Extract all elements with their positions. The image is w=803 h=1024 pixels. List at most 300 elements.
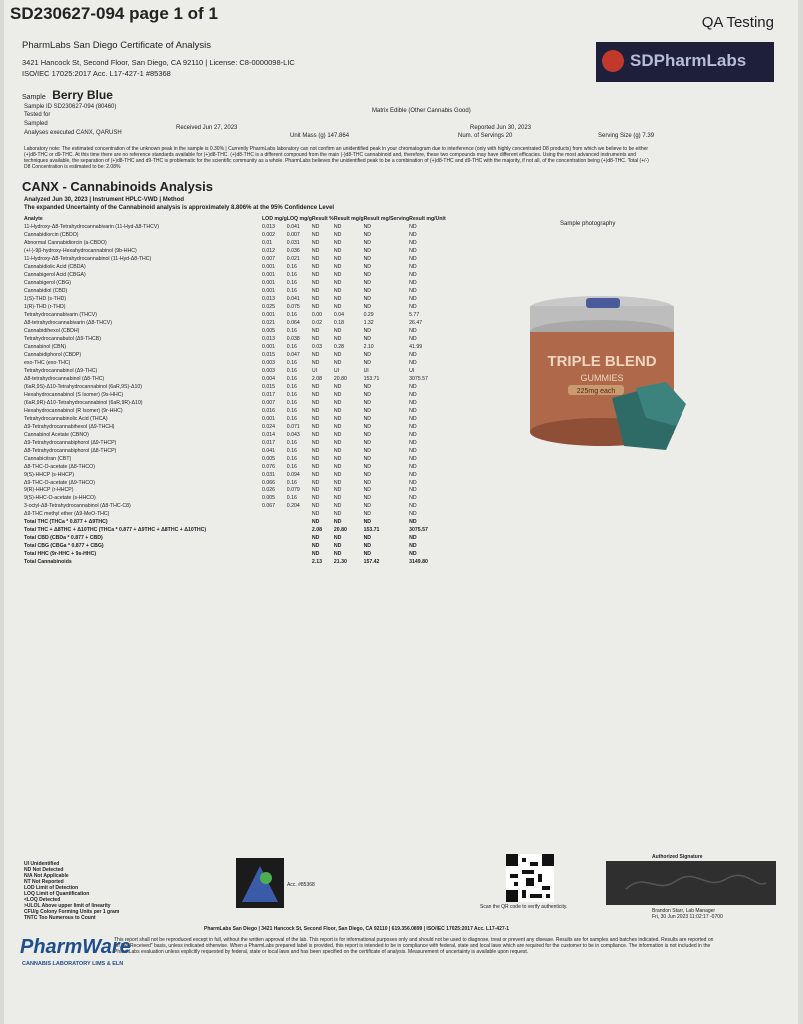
unit-mass: Unit Mass (g) 147.864 — [290, 133, 350, 139]
result-cell: ND — [409, 399, 417, 406]
result-cell: ND — [311, 224, 320, 230]
result-cell: ND — [333, 487, 342, 494]
document-page — [4, 0, 798, 1024]
result-cell: 0.16 — [286, 479, 297, 486]
result-cell: ND — [333, 295, 342, 302]
analyte-name: Tetrahydrocannabivarin (THCV) — [24, 311, 97, 318]
qr-caption: Scan the QR code to verify authenticity. — [480, 904, 568, 910]
result-cell: ND — [363, 391, 372, 398]
result-cell: 2.10 — [363, 343, 374, 350]
legend-item: LOQ Limit of Quantification — [24, 891, 90, 897]
legend-item: ND Not Detected — [24, 867, 64, 873]
result-cell: ND — [333, 535, 342, 542]
result-cell: ND — [333, 431, 342, 438]
result-cell: 0.005 — [262, 455, 275, 462]
sd-pharmlabs-logo — [596, 42, 774, 82]
result-cell: 0.021 — [262, 319, 275, 326]
result-cell: 0.036 — [286, 247, 300, 254]
result-cell: 0.075 — [286, 303, 300, 310]
analyte-name: Cannabidiorcin (CBDO) — [24, 231, 79, 238]
result-cell: ND — [311, 407, 320, 414]
signature-date: Fri, 30 Jun 2023 11:02:17 -0700 — [652, 914, 723, 920]
table-row — [24, 224, 446, 232]
table-row — [24, 280, 446, 288]
result-cell: 0.007 — [262, 255, 275, 262]
analyte-name: Total HHC (9r-HHC + 9s-HHC) — [24, 551, 97, 558]
footer-disclaimer: This report shall not be reproduced except in full, without the written approval of the lab. This report is for informational purposes only and should not be used to diagnose, treat or prevent any disease. Results are for samples and batches indicated. Results are reported on an "As Received" basis, unless indicated otherwise. When a PharmLabs prepared label is provided, this report is intended to be in compliance with federal, state and local laws which are required for the customer to be in compliance. The information is not included in the PharmLabs evaluation unless explicitly requested by federal, state or local laws and has been specified on the certificate of analysis. Measurement of uncertainty is available upon request. — [114, 937, 714, 955]
result-cell: ND — [311, 543, 320, 550]
result-cell: ND — [363, 479, 372, 486]
result-cell: ND — [363, 327, 372, 334]
result-cell: 0.01 — [262, 239, 273, 246]
result-cell: 0.015 — [262, 383, 275, 390]
result-cell: ND — [409, 535, 417, 542]
result-cell: ND — [409, 295, 417, 302]
result-cell — [262, 511, 287, 519]
result-cell: ND — [311, 351, 320, 358]
analyte-name: Tetrahydrocannabutol (Δ9-THCB) — [24, 335, 101, 342]
result-cell: ND — [311, 487, 320, 494]
result-cell: ND — [409, 503, 417, 510]
table-row — [24, 344, 446, 352]
cannabinoid-table — [24, 216, 446, 567]
analyte-name: Δ8-tetrahydrocannabinol (Δ8-THC) — [24, 375, 105, 382]
result-cell: ND — [363, 543, 372, 550]
footer-address: PharmLabs San Diego | 3421 Hancock St, Second Floor, San Diego, CA 92110 | 619.356.0899 | ISO/IEC 17025:2017 Acc. L17-427-1 — [204, 926, 510, 932]
result-cell: ND — [333, 511, 342, 518]
result-cell: 0.014 — [262, 431, 275, 438]
result-cell: ND — [363, 263, 372, 270]
table-row — [24, 232, 446, 240]
result-cell: ND — [409, 287, 417, 294]
result-cell: ND — [311, 263, 320, 270]
result-cell: ND — [409, 327, 417, 334]
result-cell: ND — [363, 239, 372, 246]
result-cell: ND — [409, 511, 417, 518]
result-cell: 0.16 — [286, 407, 297, 414]
result-cell: 0.015 — [262, 351, 275, 358]
analyte-name: 9(R)-HHCP (r-HHCP) — [24, 487, 74, 494]
analyte-name: Total CBD (CBDa * 0.877 + CBD) — [24, 535, 103, 542]
analyte-name: Total THC (THCa * 0.877 + Δ9THC) — [24, 519, 108, 526]
table-row — [24, 360, 446, 368]
analyte-name: 9(S)-HHC-O-acetate (s-HHCO) — [24, 495, 96, 502]
jar-brand-text: TRIPLE BLEND — [547, 353, 657, 370]
result-cell: ND — [409, 271, 417, 278]
result-cell: 0.16 — [286, 399, 297, 406]
result-cell: 0.002 — [262, 231, 275, 238]
table-row — [24, 519, 446, 527]
result-cell: 0.066 — [262, 479, 275, 486]
result-cell: ND — [409, 415, 417, 422]
table-row — [24, 503, 446, 511]
result-cell: ND — [409, 463, 417, 470]
result-cell: ND — [409, 431, 417, 438]
result-cell: 0.031 — [286, 239, 300, 246]
table-row — [24, 440, 446, 448]
result-cell: ND — [363, 519, 372, 526]
result-cell: ND — [333, 335, 342, 342]
table-row — [24, 392, 446, 400]
result-cell: 0.16 — [286, 263, 297, 270]
result-cell: ND — [409, 255, 417, 262]
result-cell: ND — [311, 391, 320, 398]
result-cell: 0.047 — [286, 351, 300, 358]
result-cell: 0.064 — [286, 319, 300, 326]
result-cell: 0.026 — [262, 487, 275, 494]
pharmware-tagline: CANNABIS LABORATORY LIMS & ELN — [22, 961, 124, 967]
result-cell: 0.16 — [286, 367, 297, 374]
table-row — [24, 456, 446, 464]
analyte-name: Cannabinol Acetate (CBNO) — [24, 431, 89, 438]
result-cell: 0.005 — [262, 327, 275, 334]
result-cell: ND — [311, 535, 320, 542]
analyte-name: Cannabidiolic Acid (CBDA) — [24, 263, 86, 270]
result-cell: 0.025 — [262, 303, 275, 310]
analyte-name: Δ9-THC methyl ether (Δ9-MeO-THC) — [24, 511, 110, 518]
result-cell: 0.03 — [311, 343, 322, 350]
result-cell: ND — [333, 471, 342, 478]
result-cell: ND — [311, 439, 320, 446]
table-row — [24, 543, 446, 551]
doc-id: SD230627-094 page 1 of 1 — [10, 4, 218, 23]
legend-item: UI Unidentified — [24, 861, 60, 867]
legend-item: CFU/g Colony Forming Units per 1 gram — [24, 909, 120, 915]
result-cell: ND — [363, 487, 372, 494]
result-cell: 0.16 — [286, 463, 297, 470]
header-lod: LOD mg/g — [262, 216, 287, 222]
result-cell — [287, 519, 312, 527]
result-cell: 0.001 — [262, 311, 275, 318]
table-row — [24, 240, 446, 248]
result-cell: ND — [333, 399, 342, 406]
result-cell: ND — [363, 255, 372, 262]
result-cell: ND — [363, 535, 372, 542]
result-cell: ND — [311, 359, 320, 366]
analyte-name: (6aR,9S)-Δ10-Tetrahydrocannabinol (6aR,9S)-Δ10) — [24, 383, 142, 390]
result-cell: 0.004 — [262, 375, 275, 382]
result-cell: ND — [363, 511, 372, 518]
analyte-name: Cannabidiol (CBD) — [24, 287, 68, 294]
tested-for: Tested for — [24, 112, 51, 118]
result-cell: ND — [409, 359, 417, 366]
pharmware-logo: PharmWare — [20, 936, 131, 958]
result-cell: ND — [311, 495, 320, 502]
result-cell: ND — [333, 439, 342, 446]
analyte-name: Total Cannabinoids — [24, 559, 72, 566]
result-cell: ND — [409, 231, 417, 238]
lab-title: PharmLabs San Diego Certificate of Analysis — [22, 40, 212, 51]
result-cell: ND — [409, 423, 417, 430]
table-row — [24, 304, 446, 312]
analyte-name: (+/-)-9β-hydroxy-Hexahydrocannabinol (9b-HHC) — [24, 247, 137, 254]
verification-qr-code[interactable] — [506, 854, 554, 902]
analyte-name: Cannabigerol (CBG) — [24, 279, 71, 286]
result-cell: ND — [333, 479, 342, 486]
result-cell: ND — [333, 359, 342, 366]
result-cell: ND — [311, 303, 320, 310]
matrix: Matrix Edible (Other Cannabis Good) — [372, 108, 471, 114]
table-row — [24, 256, 446, 264]
result-cell: ND — [311, 279, 320, 286]
jar-dose-text: 225mg each — [576, 388, 616, 395]
result-cell: ND — [363, 423, 372, 430]
table-row — [24, 328, 446, 336]
table-row — [24, 336, 446, 344]
analyte-name: Tetrahydrocannabinol (Δ9-THC) — [24, 367, 98, 374]
result-cell: 0.001 — [262, 287, 275, 294]
result-cell — [262, 559, 287, 567]
result-cell: 0.16 — [286, 287, 297, 294]
result-cell: ND — [409, 519, 417, 526]
result-cell: 0.16 — [286, 391, 297, 398]
result-cell: 20.80 — [333, 375, 347, 382]
result-cell: 0.16 — [286, 495, 297, 502]
analyte-name: Δ9-THC-O-acetate (Δ9-THCO) — [24, 479, 95, 486]
uncertainty-line: The expanded Uncertainty of the Cannabinoid analysis is approximately 8.806% at the 95% Confidence Level — [24, 205, 335, 211]
result-cell: 0.29 — [363, 311, 374, 318]
analyte-name: Hexahydrocannabinol (R Isomer) (9r-HHC) — [24, 407, 123, 414]
legend-item: >ULOL Above upper limit of linearity — [24, 903, 111, 909]
result-cell — [262, 551, 287, 559]
table-row — [24, 487, 446, 495]
result-cell: ND — [311, 383, 320, 390]
result-cell: 0.16 — [286, 415, 297, 422]
result-cell: ND — [363, 463, 372, 470]
table-row — [24, 248, 446, 256]
legend-item: N/A Not Applicable — [24, 873, 69, 879]
result-cell: 0.013 — [262, 224, 275, 230]
result-cell: 0.28 — [333, 343, 344, 350]
lab-note: Laboratory note: The estimated concentration of the unknown peak in the sample is 0.30% | Currently PharmLabs laboratory can not confirm an unidentified peak in your chromatogram due to interference (only with highly concentrated D8 products) from which we believe to be either (+)d8-THC or d9-THC. At this time there are no reference standards available for (+)d8-THC. (+)d8-THC is a different compound from the main (-)d8-THC cannabinoid and, therefore, these two compounds may have different efficacies. Using the most advanced instruments and techniques available, the separation of (+)d8-THC and d9-THC is problematic for the scientific community as a whole. PharmLabs believes the unidentified peak to be a combination of (+)d8-THC and d9-THC with the majority, if not all, of the concentration being (+)d8-THC. Total (+/-) D8 Concentration is estimated to be: 2.08% — [24, 146, 649, 170]
result-cell — [287, 543, 312, 551]
result-cell: 0.041 — [286, 224, 300, 230]
analyte-name: 1(R)-THD (r-THD) — [24, 303, 66, 310]
result-cell: 0.16 — [286, 383, 297, 390]
result-cell: ND — [311, 519, 320, 526]
table-row — [24, 511, 446, 519]
result-cell: ND — [363, 351, 372, 358]
result-cell: 0.024 — [262, 423, 275, 430]
result-cell: UI — [409, 367, 415, 374]
table-row — [24, 495, 446, 503]
result-cell: ND — [333, 279, 342, 286]
header-analyte: Analyte — [24, 216, 43, 222]
result-cell: ND — [409, 351, 417, 358]
result-cell: 0.021 — [286, 255, 300, 262]
analyte-name: Tetrahydrocannabinolic Acid (THCA) — [24, 415, 108, 422]
result-cell: ND — [409, 224, 417, 230]
signature-image — [606, 861, 776, 905]
result-cell: ND — [311, 503, 320, 510]
sample-id: Sample ID SD230627-094 (80460) — [24, 104, 117, 110]
result-cell: ND — [409, 391, 417, 398]
result-cell: ND — [333, 351, 342, 358]
table-row — [24, 400, 446, 408]
result-cell: 0.16 — [286, 279, 297, 286]
result-cell: 0.003 — [262, 359, 275, 366]
result-cell: ND — [409, 335, 417, 342]
result-cell: 0.016 — [262, 407, 275, 414]
result-cell: 3075.57 — [409, 527, 428, 534]
result-cell: ND — [311, 415, 320, 422]
table-row — [24, 559, 446, 567]
lab-iso: ISO/IEC 17025:2017 Acc. L17-427-1 #85368 — [22, 69, 171, 78]
table-row — [24, 472, 446, 480]
result-cell: 26.47 — [409, 319, 423, 326]
result-cell: 0.017 — [262, 439, 275, 446]
photo-label: Sample photography — [560, 221, 616, 227]
result-cell: ND — [363, 447, 372, 454]
result-cell: ND — [409, 551, 417, 558]
result-cell: 2.13 — [311, 559, 322, 566]
header-loq: LOQ mg/g — [286, 216, 312, 222]
table-header — [24, 216, 446, 224]
result-cell: ND — [333, 519, 342, 526]
result-cell: ND — [333, 255, 342, 262]
accreditation-logo — [236, 858, 284, 908]
result-cell: ND — [333, 231, 342, 238]
result-cell: 0.001 — [262, 279, 275, 286]
result-cell: 41.99 — [409, 343, 423, 350]
result-cell: ND — [333, 503, 342, 510]
result-cell: 0.001 — [262, 415, 275, 422]
result-cell: 20.80 — [333, 527, 347, 534]
legend-item: NT Not Reported — [24, 879, 64, 885]
result-cell: 0.013 — [262, 335, 275, 342]
result-cell: 0.16 — [286, 359, 297, 366]
result-cell: 0.076 — [262, 463, 275, 470]
analyte-name: 1(S)-THD (s-THD) — [24, 295, 67, 302]
result-cell: ND — [363, 303, 372, 310]
result-cell: 0.038 — [286, 335, 300, 342]
result-cell: 0.001 — [262, 263, 275, 270]
result-cell: ND — [311, 479, 320, 486]
result-cell: ND — [311, 551, 320, 558]
analyte-name: 9(S)-HHCP (s-HHCP) — [24, 471, 75, 478]
qa-testing-label: QA Testing — [701, 14, 774, 31]
result-cell: ND — [311, 463, 320, 470]
result-cell: ND — [333, 447, 342, 454]
result-cell: 0.02 — [311, 319, 322, 326]
header-result-unit: Result mg/Unit — [409, 216, 446, 222]
result-cell: ND — [409, 303, 417, 310]
result-cell: ND — [363, 359, 372, 366]
result-cell: ND — [311, 423, 320, 430]
analyte-name: Δ9-Tetrahydrocannabihexol (Δ9-THCH) — [24, 423, 115, 430]
table-row — [24, 296, 446, 304]
table-row — [24, 320, 446, 328]
result-cell: ND — [333, 327, 342, 334]
result-cell: ND — [333, 551, 342, 558]
result-cell: ND — [311, 399, 320, 406]
num-servings: Num. of Servings 20 — [458, 133, 513, 139]
table-row — [24, 272, 446, 280]
result-cell: ND — [311, 447, 320, 454]
result-cell: 153.71 — [363, 527, 380, 534]
result-cell: 2.08 — [311, 527, 322, 534]
result-cell: 0.16 — [286, 439, 297, 446]
reported: Reported Jun 30, 2023 — [470, 125, 532, 131]
result-cell: ND — [363, 455, 372, 462]
result-cell: ND — [333, 455, 342, 462]
analyses-executed: Analyses executed CANX, QARUSH — [24, 130, 122, 136]
header-result-mgg: Result mg/g — [333, 216, 364, 222]
result-cell: ND — [363, 383, 372, 390]
result-cell: ND — [333, 247, 342, 254]
result-cell: ND — [409, 479, 417, 486]
result-cell: 0.16 — [286, 271, 297, 278]
result-cell: 0.16 — [286, 455, 297, 462]
analyte-name: Cannabigerol Acid (CBGA) — [24, 271, 86, 278]
table-row — [24, 432, 446, 440]
result-cell: ND — [311, 295, 320, 302]
result-cell: 0.079 — [286, 487, 300, 494]
result-cell: ND — [363, 439, 372, 446]
result-cell: 3075.57 — [409, 375, 428, 382]
result-cell: 5.77 — [409, 311, 420, 318]
analyte-name: Δ8-THC-O-acetate (Δ8-THCO) — [24, 463, 95, 470]
result-cell: 0.001 — [262, 343, 275, 350]
result-cell: ND — [363, 503, 372, 510]
header-result-pct: Result % — [311, 216, 334, 222]
result-cell: ND — [409, 263, 417, 270]
result-cell: ND — [311, 271, 320, 278]
result-cell: ND — [363, 551, 372, 558]
result-cell: ND — [363, 495, 372, 502]
result-cell: ND — [311, 239, 320, 246]
result-cell — [262, 527, 287, 535]
result-cell: ND — [363, 407, 372, 414]
analyte-name: Cannabinol (CBN) — [24, 343, 67, 350]
table-row — [24, 424, 446, 432]
result-cell: 21.30 — [333, 559, 347, 566]
analyte-name: Cannabidiphorol (CBDP) — [24, 351, 82, 358]
sample-heading: Sample Berry Blue — [22, 88, 113, 102]
result-cell: ND — [333, 287, 342, 294]
result-cell: ND — [333, 495, 342, 502]
result-cell: UI — [363, 367, 369, 374]
result-cell: ND — [409, 439, 417, 446]
analyte-name: exo-THC (exo-THC) — [24, 359, 71, 366]
jar-sub-text: GUMMIES — [580, 373, 624, 383]
result-cell: 0.204 — [286, 503, 300, 510]
analyte-name: Δ9-Tetrahydrocannabiphorol (Δ9-THCP) — [24, 439, 117, 446]
result-cell: 0.00 — [311, 311, 322, 318]
table-row — [24, 527, 446, 535]
result-cell — [287, 511, 312, 519]
table-row — [24, 288, 446, 296]
header-result-serving: Result mg/Serving — [363, 216, 410, 222]
table-row — [24, 264, 446, 272]
result-cell: 0.001 — [262, 271, 275, 278]
result-cell: ND — [333, 224, 342, 230]
sample-photo — [516, 286, 688, 456]
result-cell — [287, 527, 312, 535]
result-cell: 0.005 — [262, 495, 275, 502]
table-row — [24, 535, 446, 543]
result-cell: ND — [311, 255, 320, 262]
result-cell: ND — [363, 431, 372, 438]
analyte-name: Total CBG (CBGa * 0.877 + CBG) — [24, 543, 104, 550]
result-cell: ND — [409, 247, 417, 254]
result-cell: ND — [409, 543, 417, 550]
result-cell: ND — [311, 511, 320, 518]
result-cell: 3149.80 — [409, 559, 428, 566]
table-row — [24, 464, 446, 472]
result-cell: 0.16 — [286, 327, 297, 334]
result-cell: ND — [333, 271, 342, 278]
